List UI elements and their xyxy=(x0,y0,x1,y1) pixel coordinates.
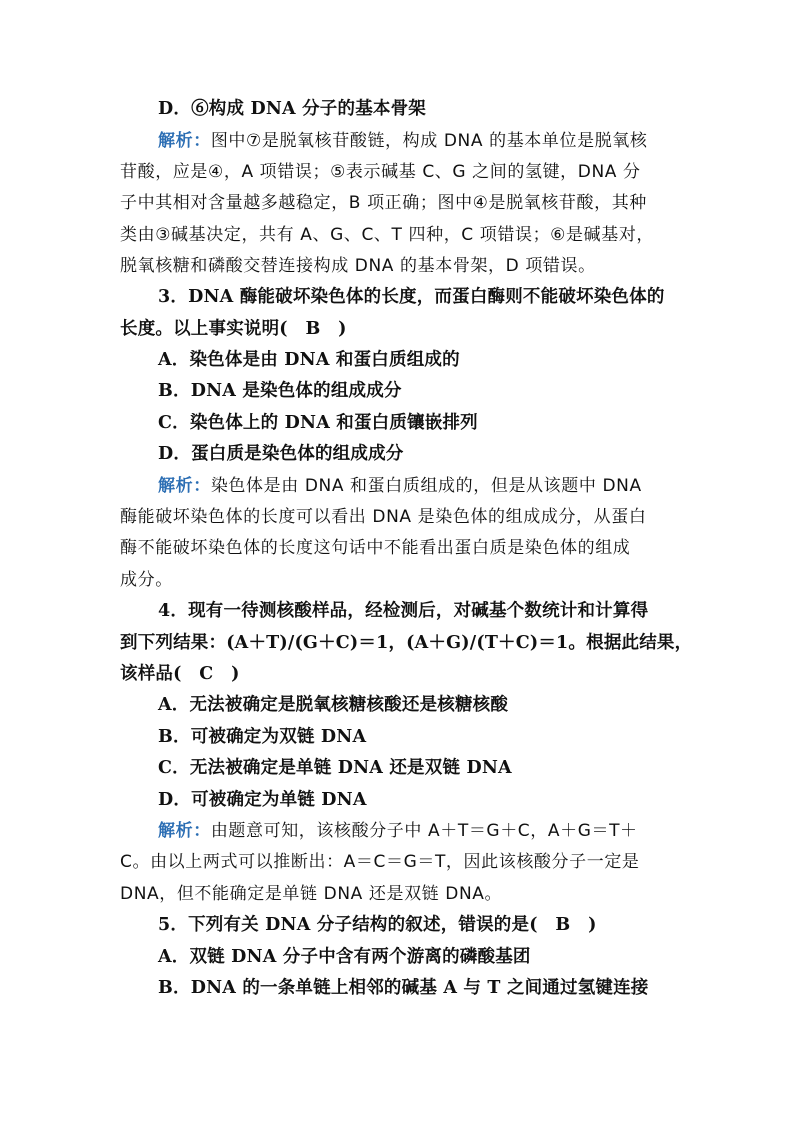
option-b-line: B．DNA 是染色体的组成成分 xyxy=(158,381,402,401)
analysis-line: 苷酸，应是④，A 项错误；⑤表示碱基 C、G 之间的氢键，DNA 分 xyxy=(120,162,641,182)
option-c-line: C．染色体上的 DNA 和蛋白质镶嵌排列 xyxy=(158,413,478,433)
analysis-line: 类由③碱基决定，共有 A、G、C、T 四种，C 项错误；⑥是碱基对， xyxy=(120,225,655,245)
analysis-line: C。由以上两式可以推断出：A＝C＝G＝T，因此该核酸分子一定是 xyxy=(120,852,640,872)
option-d-line: D．可被确定为单链 DNA xyxy=(158,790,367,810)
option-a-line: A．染色体是由 DNA 和蛋白质组成的 xyxy=(158,350,460,370)
analysis-line: 脱氧核糖和磷酸交替连接构成 DNA 的基本骨架，D 项错误。 xyxy=(120,256,596,276)
option-c-line: C．无法被确定是单链 DNA 还是双链 DNA xyxy=(158,758,512,778)
option-a-line: A．双链 DNA 分子中含有两个游离的磷酸基团 xyxy=(158,947,531,967)
analysis-line: 解析：染色体是由 DNA 和蛋白质组成的，但是从该题中 DNA xyxy=(158,476,642,496)
analysis-line: 子中其相对含量越多越稳定，B 项正确；图中④是脱氧核苷酸，其种 xyxy=(120,193,647,213)
analysis-line: 解析：由题意可知，该核酸分子中 A＋T＝G＋C，A＋G＝T＋ xyxy=(158,821,638,841)
option-b-line: B．DNA 的一条单链上相邻的碱基 A 与 T 之间通过氢键连接 xyxy=(158,978,649,998)
question-4-line: 到下列结果：(A＋T)/(G＋C)＝1，(A＋G)/(T＋C)＝1。根据此结果， xyxy=(120,633,693,653)
option-b-line: B．可被确定为双链 DNA xyxy=(158,727,367,747)
question-3-line: 长度。以上事实说明( B ) xyxy=(120,319,347,339)
option-a-line: A．无法被确定是脱氧核糖核酸还是核糖核酸 xyxy=(158,695,509,715)
analysis-line: 酶能破坏染色体的长度可以看出 DNA 是染色体的组成成分，从蛋白 xyxy=(120,507,647,527)
question-4-line: 该样品( C ) xyxy=(120,664,240,684)
analysis-label: 解析： xyxy=(158,821,211,841)
analysis-line: 酶不能破坏染色体的长度这句话中不能看出蛋白质是染色体的组成 xyxy=(120,538,631,558)
analysis-line: 解析：图中⑦是脱氧核苷酸链，构成 DNA 的基本单位是脱氧核 xyxy=(158,131,648,151)
question-3-line: 3．DNA 酶能破坏染色体的长度，而蛋白酶则不能破坏染色体的 xyxy=(158,287,665,307)
question-5-line: 5．下列有关 DNA 分子结构的叙述，错误的是( B ) xyxy=(158,915,597,935)
option-d-line: D．⑥构成 DNA 分子的基本骨架 xyxy=(158,99,427,119)
analysis-line: DNA，但不能确定是单链 DNA 还是双链 DNA。 xyxy=(120,884,503,904)
question-4-line: 4．现有一待测核酸样品，经检测后，对碱基个数统计和计算得 xyxy=(158,601,649,621)
option-d-line: D．蛋白质是染色体的组成成分 xyxy=(158,444,404,464)
analysis-label: 解析： xyxy=(158,476,211,496)
analysis-line: 成分。 xyxy=(120,570,173,590)
analysis-label: 解析： xyxy=(158,131,211,151)
